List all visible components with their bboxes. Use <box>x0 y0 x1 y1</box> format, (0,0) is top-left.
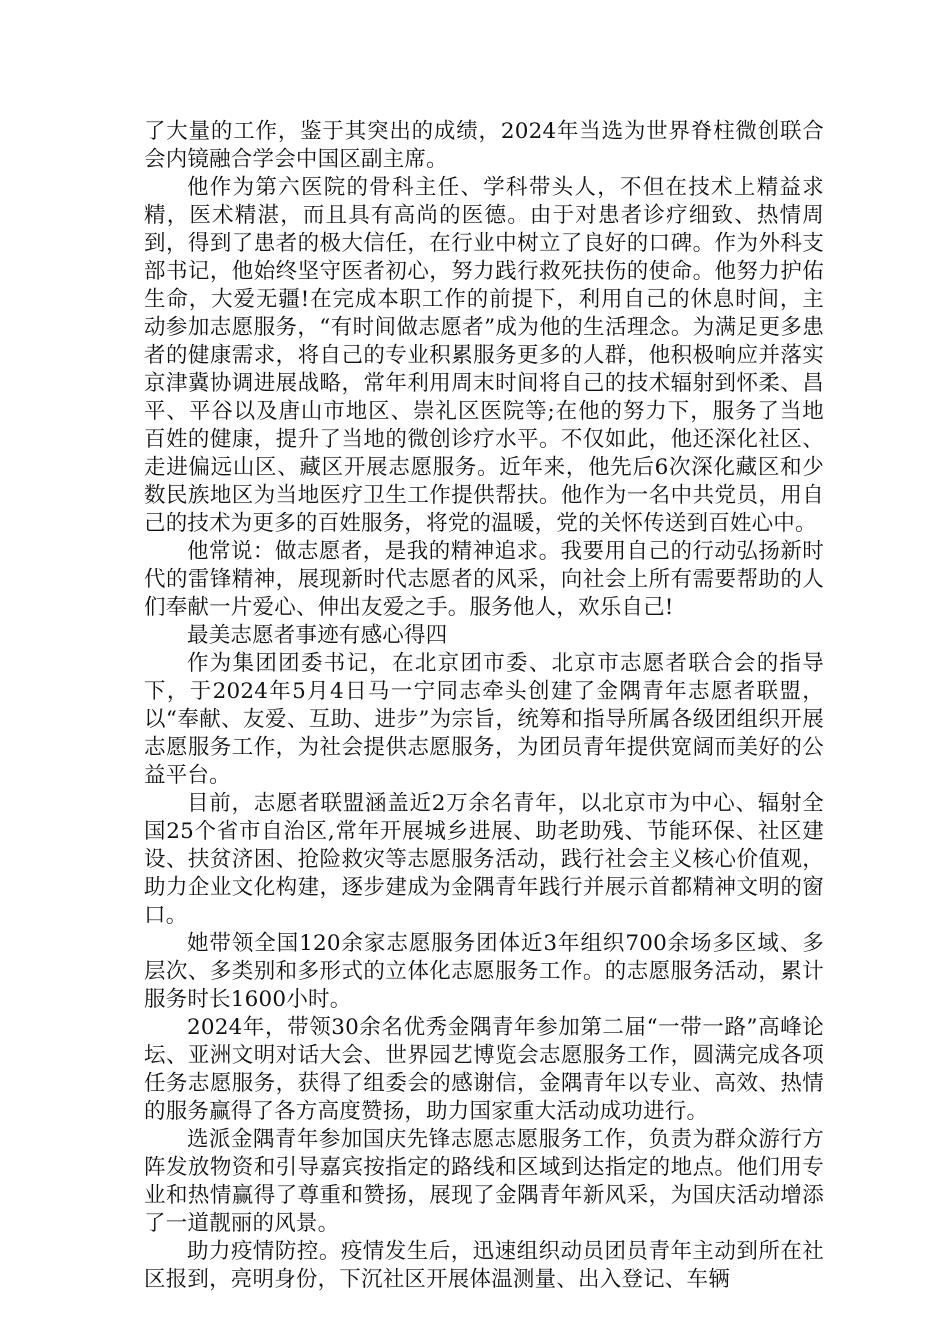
paragraph-10: 助力疫情防控。疫情发生后，迅速组织动员团员青年主动到所在社区报到，亮明身份，下沉社区开展体温测量、出入登记、车辆 <box>144 1239 824 1292</box>
paragraph-9: 选派金隅青年参加国庆先锋志愿志愿服务工作，负责为群众游行方阵发放物资和引导嘉宾按指定的路线和区域到达指定的地点。他们用专业和热情赢得了尊重和赞扬，展现了金隅青年新风采，为国庆活动增添了一道靓丽的风景。 <box>144 1127 824 1236</box>
paragraph-6: 目前，志愿者联盟涵盖近2万余名青年，以北京市为中心、辐射全国25个省市自治区,常年开展城乡进展、助老助残、节能环保、社区建设、扶贫济困、抢险救灾等志愿服务活动，践行社会主义核心价值观，助力企业文化构建，逐步建成为金隅青年践行并展示首都精神文明的窗口。 <box>144 791 824 928</box>
paragraph-5: 作为集团团委书记，在北京团市委、北京市志愿者联合会的指导下，于2024年5月4日马一宁同志牵头创建了金隅青年志愿者联盟，以“奉献、友爱、互助、进步”为宗旨，统筹和指导所属各级团组织开展志愿服务工作，为社会提供志愿服务，为团员青年提供宽阔而美好的公益平台。 <box>144 651 824 788</box>
section-heading: 最美志愿者事迹有感心得四 <box>187 623 448 648</box>
paragraph-1: 了大量的工作，鉴于其突出的成绩，2024年当选为世界脊柱微创联合会内镜融合学会中国区副主席。 <box>144 119 824 172</box>
paragraph-8: 2024年，带领30余名优秀金隅青年参加第二届“一带一路”高峰论坛、亚洲文明对话大会、世界园艺博览会志愿服务工作，圆满完成各项任务志愿服务，获得了组委会的感谢信，金隅青年以专业、高效、热情的服务赢得了各方高度赞扬，助力国家重大活动成功进行。 <box>144 1015 824 1124</box>
paragraph-2: 他作为第六医院的骨科主任、学科带头人，不但在技术上精益求精，医术精湛，而且具有高尚的医德。由于对患者诊疗细致、热情周到，得到了患者的极大信任，在行业中树立了良好的口碑。作为外科支部书记，他始终坚守医者初心，努力践行救死扶伤的使命。他努力护佑生命，大爱无疆!在完成本职工作的前提下，利用自己的休息时间，主动参加志愿服务，“有时间做志愿者”成为他的生活理念。为满足更多患者的健康需求，将自己的专业积累服务更多的人群，他积极响应并落实京津冀协调进展战略，常年利用周末时间将自己的技术辐射到怀柔、昌平、平谷以及唐山市地区、崇礼区医院等;在他的努力下，服务了当地百姓的健康，提升了当地的微创诊疗水平。不仅如此，他还深化社区、走进偏远山区、藏区开展志愿服务。近年来，他先后6次深化藏区和少数民族地区为当地医疗卫生工作提供帮扶。他作为一名中共党员，用自己的技术为更多的百姓服务，将党的温暖，党的关怀传送到百姓心中。 <box>144 175 824 536</box>
paragraph-7: 她带领全国120余家志愿服务团体近3年组织700余场多区域、多层次、多类别和多形式的立体化志愿服务工作。的志愿服务活动，累计服务时长1600小时。 <box>144 931 824 1012</box>
paragraph-3: 他常说：做志愿者，是我的精神追求。我要用自己的行动弘扬新时代的雷锋精神，展现新时代志愿者的风采，向社会上所有需要帮助的人们奉献一片爱心、伸出友爱之手。服务他人，欢乐自己! <box>144 539 824 620</box>
document-body <box>144 118 824 1294</box>
